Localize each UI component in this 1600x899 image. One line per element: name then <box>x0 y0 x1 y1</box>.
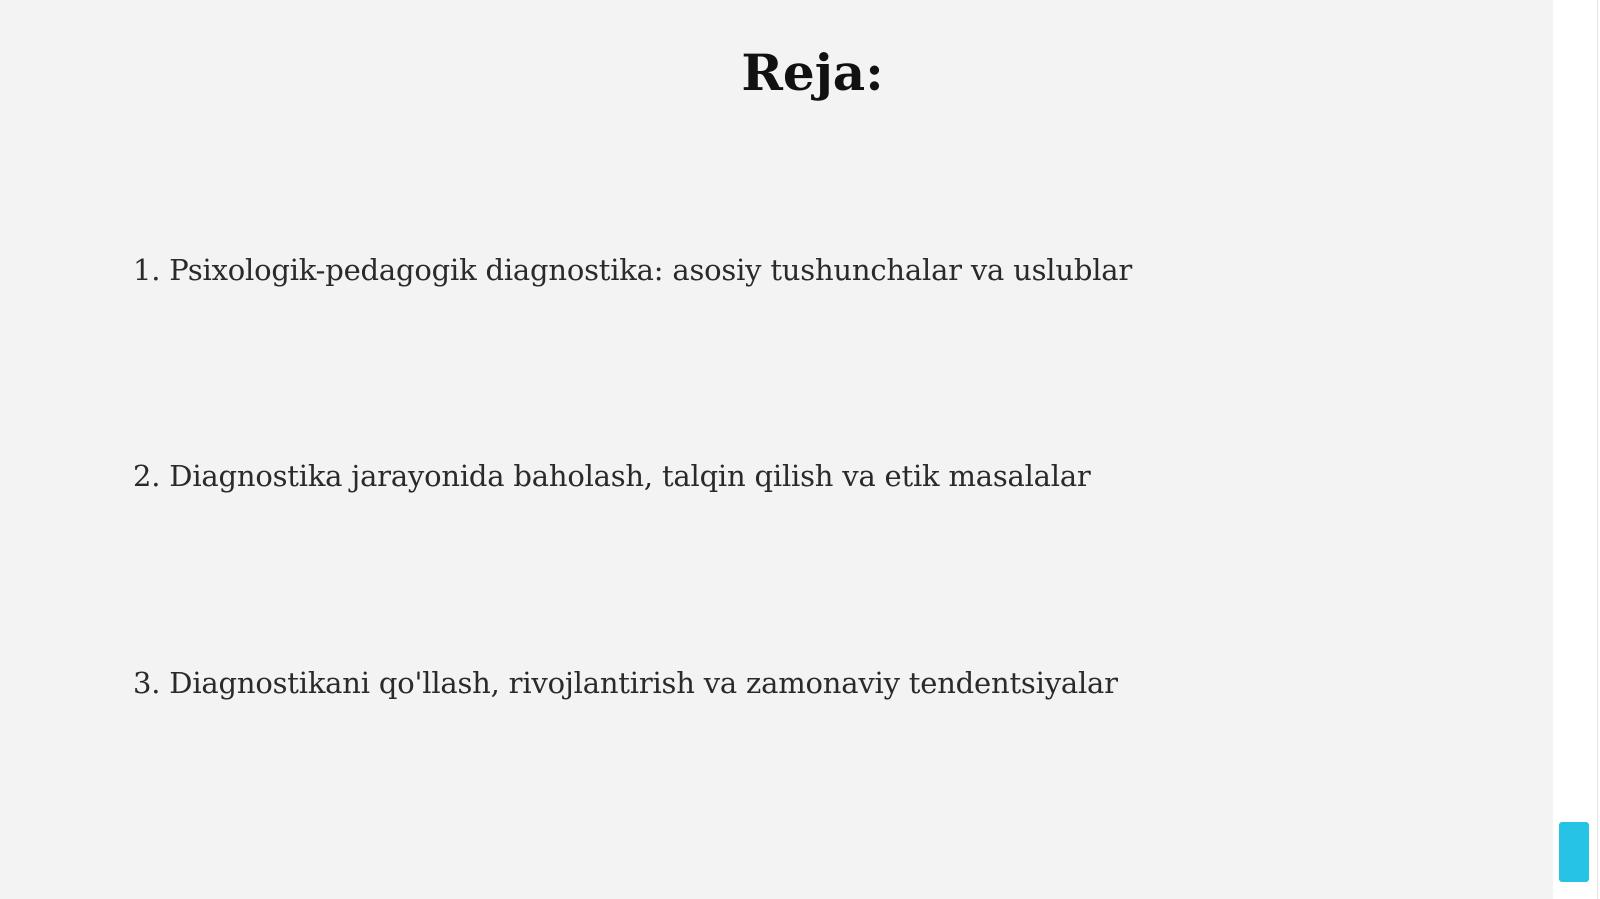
plan-item-2: 2. Diagnostika jarayonida baholash, talqin qilish va etik masalalar <box>133 459 1091 493</box>
scrollbar-track[interactable] <box>1553 0 1600 899</box>
window-edge-divider <box>1597 0 1598 899</box>
plan-item-1: 1. Psixologik-pedagogik diagnostika: asosiy tushunchalar va uslublar <box>133 253 1133 287</box>
plan-item-3: 3. Diagnostikani qo'llash, rivojlantirish va zamonaviy tendentsiyalar <box>133 666 1118 700</box>
scrollbar-thumb[interactable] <box>1559 822 1589 882</box>
slide-title: Reja: <box>741 43 884 102</box>
